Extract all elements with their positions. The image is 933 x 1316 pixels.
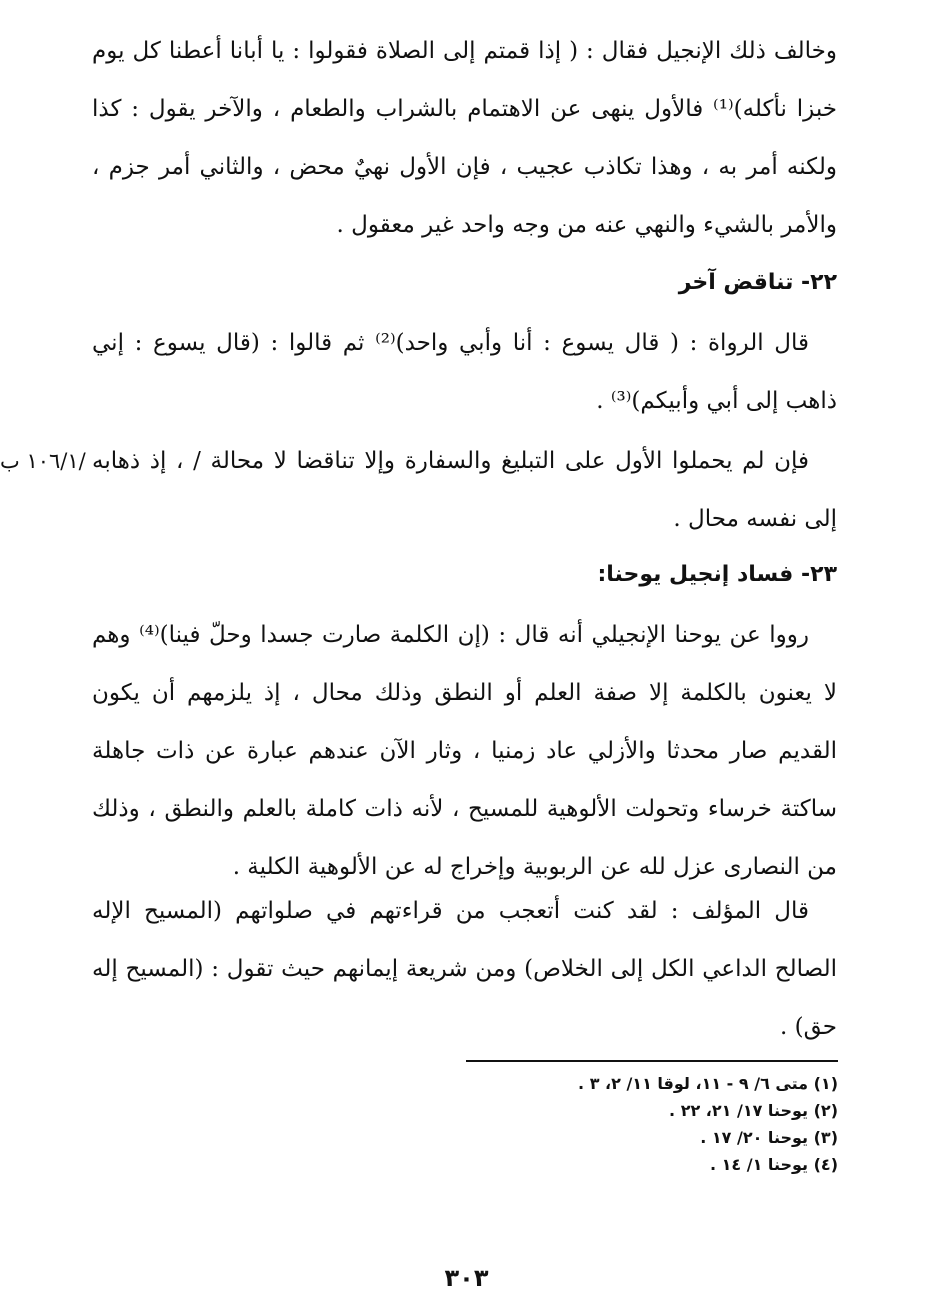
footnote-item: (٣) يوحنا ٢٠/ ١٧ .	[700, 1128, 838, 1147]
paragraph-john-word: رووا عن يوحنا الإنجيلي أنه قال : (إن الكلمة صارت جسدا وحلّ فينا)⁽⁴⁾ وهم لا يعنون بالكلمة إلا صفة العلم أو النطق وذلك محال ، إذ يلزمهم أن يكون القديم صار محدثا والأزلي عاد زمنيا ، وثار الآن عندهم عبارة عن ذات جاهلة ساكتة خرساء وتحولت الألوهية للمسيح ، لأنه ذات كاملة بالعلم والنطق ، وذلك من النصارى عزل لله عن الربوبية وإخراج له عن الألوهية الكلية .	[92, 622, 837, 880]
heading-corruption-gospel-john: ٢٣- فساد إنجيل يوحنا:	[597, 562, 837, 587]
footnotes-list	[578, 1070, 838, 1178]
margin-note-folio: /١٠٦/١ ب	[0, 449, 86, 473]
paragraph-conveyance: فإن لم يحملوا الأول على التبليغ والسفارة وإلا تناقضا لا محالة / ، إذ ذهابه إلى نفسه محال .	[92, 448, 837, 532]
paragraph-gospel-contradiction: وخالف ذلك الإنجيل فقال : ( إذا قمتم إلى الصلاة فقولوا : يا أبانا أعطنا كل يوم خبزا نأكله)⁽¹⁾ فالأول ينهى عن الاهتمام بالشراب والطعام ، والآخر يقول : كذا ولكنه أمر به ، وهذا تكاذب عجيب ، فإن الأول نهيٌ محض ، والثاني أمر جزم ، والأمر بالشيء والنهي عنه من وجه واحد غير معقول .	[92, 38, 837, 238]
footnote-item: (٤) يوحنا ١/ ١٤ .	[709, 1155, 838, 1174]
paragraph-author-remark: قال المؤلف : لقد كنت أتعجب من قراءتهم في صلواتهم (المسيح الإله الصالح الداعي الكل إلى الخلاص) ومن شريعة إيمانهم حيث تقول : (المسيح إله حق) .	[92, 898, 837, 1040]
page-number: ٣٠٣	[444, 1264, 489, 1292]
footnote-item: (٢) يوحنا ١٧/ ٢١، ٢٢ .	[669, 1101, 838, 1120]
footnote-separator	[466, 1060, 838, 1062]
paragraph-narrators: قال الرواة : ( قال يسوع : أنا وأبي واحد)⁽²⁾ ثم قالوا : (قال يسوع : إني ذاهب إلى أبي وأبيكم)⁽³⁾ .	[92, 330, 837, 414]
heading-another-contradiction: ٢٢- تناقض آخر	[678, 270, 837, 295]
footnote-item: (١) متى ٦/ ٩ - ١١، لوقا ١١/ ٢، ٣ .	[578, 1074, 838, 1093]
